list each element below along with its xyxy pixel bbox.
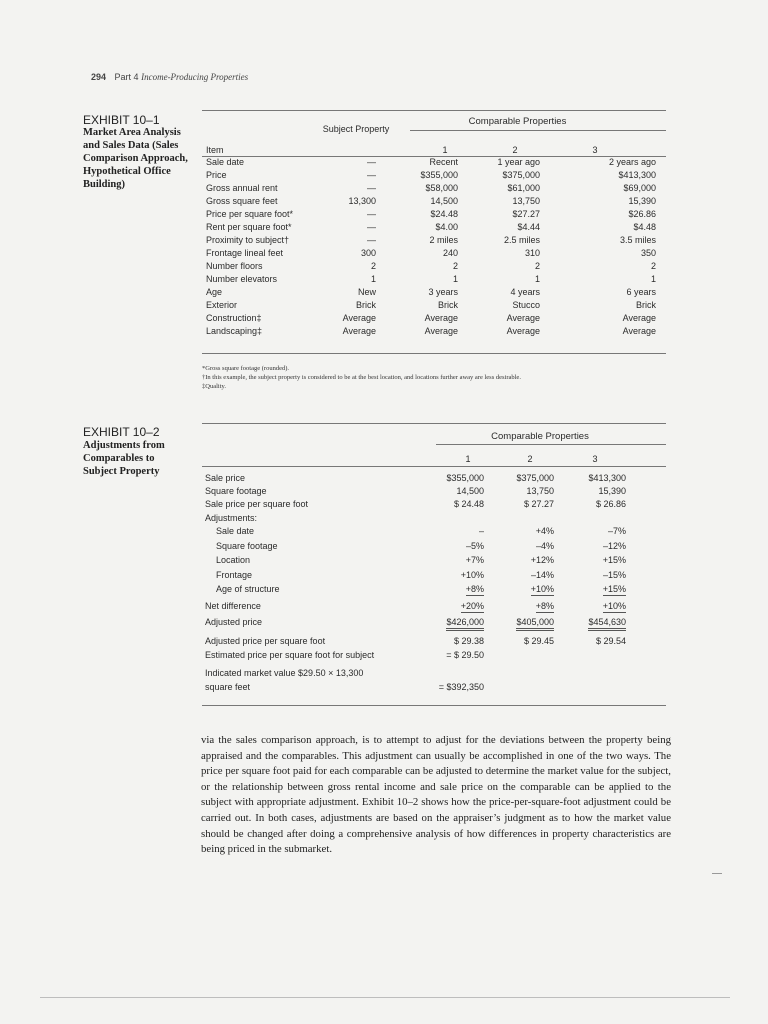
table-cell-item: Exterior bbox=[206, 300, 238, 310]
table-cell-value: $ 27.27 bbox=[523, 499, 554, 509]
table-cell-value: $375,000 bbox=[516, 473, 554, 483]
table-cell-c3 bbox=[556, 555, 626, 566]
table-cell-c1: Average bbox=[424, 313, 458, 323]
table-cell-item: Gross square feet bbox=[206, 196, 278, 206]
table-cell-c2 bbox=[490, 486, 554, 497]
table-cell-item: Price per square foot* bbox=[206, 209, 294, 219]
table-cell-c2 bbox=[490, 570, 554, 581]
table-cell-label: Frontage bbox=[216, 570, 253, 580]
exhibit1-number: EXHIBIT 10–1 bbox=[83, 113, 160, 127]
table-cell-value: +15% bbox=[602, 555, 626, 565]
table-cell-value: +8% bbox=[465, 584, 484, 594]
table-cell-c1 bbox=[420, 617, 484, 628]
table-cell-label: Sale date bbox=[216, 526, 255, 536]
table-cell-value: +20% bbox=[460, 601, 484, 611]
table-cell-c3 bbox=[556, 636, 626, 647]
table-cell-subject: 1 bbox=[370, 274, 376, 284]
exhibit1-footnote-1: *Gross square footage (rounded). bbox=[202, 365, 290, 372]
table-cell-value: +15% bbox=[602, 584, 626, 594]
table-cell-subject: New bbox=[357, 287, 376, 297]
table-cell-c2: 310 bbox=[524, 248, 540, 258]
table-cell-c2 bbox=[490, 499, 554, 510]
exhibit2-group-header: Comparable Properties bbox=[491, 431, 589, 442]
table-cell-subject: — bbox=[367, 183, 376, 193]
table-cell-c1: $58,000 bbox=[425, 183, 458, 193]
table-cell-value: +4% bbox=[535, 526, 554, 536]
table-cell-c2: 13,750 bbox=[512, 196, 540, 206]
table-cell-c3 bbox=[556, 601, 626, 612]
table-cell-value: –14% bbox=[530, 570, 554, 580]
table-cell-c2 bbox=[490, 636, 554, 647]
table-cell-c3: $69,000 bbox=[623, 183, 656, 193]
table-cell-label: Square footage bbox=[205, 486, 267, 496]
table-cell-c1 bbox=[420, 682, 484, 693]
table-cell-c2: 4 years bbox=[510, 287, 540, 297]
table-cell-item: Frontage lineal feet bbox=[206, 248, 284, 258]
table-cell-c2: 1 year ago bbox=[497, 157, 540, 167]
table-cell-item: Number elevators bbox=[206, 274, 278, 284]
table-cell-c3: 1 bbox=[650, 274, 656, 284]
table-cell-value: = $ 29.50 bbox=[446, 650, 484, 660]
table-cell-c2 bbox=[490, 473, 554, 484]
table-cell-c1 bbox=[420, 636, 484, 647]
table-cell-value: 13,750 bbox=[526, 486, 554, 496]
table-cell-value: $ 29.38 bbox=[453, 636, 484, 646]
table-cell-subject: 13,300 bbox=[348, 196, 376, 206]
table-cell-label: Sale price bbox=[205, 473, 246, 483]
table-cell-label: Sale price per square foot bbox=[205, 499, 309, 509]
table-cell-c3 bbox=[556, 499, 626, 510]
exhibit1-group-header: Comparable Properties bbox=[468, 116, 567, 127]
table-cell-subject: 300 bbox=[360, 248, 376, 258]
exhibit2-col-2: 2 bbox=[527, 454, 533, 464]
scan-edge-line bbox=[40, 997, 730, 998]
table-cell-c1: 2 miles bbox=[429, 235, 458, 245]
table-cell-subject: Brick bbox=[356, 300, 376, 310]
table-cell-c1 bbox=[420, 473, 484, 484]
table-cell-label: Adjustments: bbox=[205, 513, 258, 523]
table-cell-item: Gross annual rent bbox=[206, 183, 278, 193]
table-cell-value: –4% bbox=[535, 541, 554, 551]
table-cell-value: $ 24.48 bbox=[453, 499, 484, 509]
table-cell-c2: $61,000 bbox=[507, 183, 540, 193]
table-cell-value: $454,630 bbox=[588, 617, 626, 631]
table-cell-c3: 2 bbox=[650, 261, 656, 271]
table-cell-value: +7% bbox=[465, 555, 484, 565]
table-cell-c2 bbox=[490, 601, 554, 612]
exhibit1-col-item: Item bbox=[206, 145, 224, 155]
part-title: Income-Producing Properties bbox=[141, 72, 249, 82]
table-cell-subject: — bbox=[367, 235, 376, 245]
table-cell-c1: $4.00 bbox=[435, 222, 458, 232]
table-cell-subject: — bbox=[367, 157, 376, 167]
table-cell-item: Sale date bbox=[206, 157, 245, 167]
table-cell-c2: $4.44 bbox=[517, 222, 540, 232]
table-cell-label: Age of structure bbox=[216, 584, 280, 594]
exhibit2-header-rule bbox=[202, 466, 666, 467]
table-cell-c1 bbox=[420, 601, 484, 612]
table-cell-value: $355,000 bbox=[446, 473, 484, 483]
table-cell-value: +10% bbox=[460, 570, 484, 580]
table-cell-c1: $355,000 bbox=[420, 170, 458, 180]
table-cell-item: Age bbox=[206, 287, 223, 297]
table-cell-c2: 2.5 miles bbox=[503, 235, 540, 245]
table-cell-item: Landscaping‡ bbox=[206, 326, 263, 336]
table-cell-value: $405,000 bbox=[516, 617, 554, 631]
table-cell-label: Adjusted price bbox=[205, 617, 263, 627]
table-cell-c3: 2 years ago bbox=[608, 157, 656, 167]
table-cell-label: Indicated market value $29.50 × 13,300 bbox=[205, 668, 364, 678]
exhibit1-col-1: 1 bbox=[442, 145, 448, 155]
table-cell-c3 bbox=[556, 486, 626, 497]
exhibit1-footnote-2: †In this example, the subject property is considered to be at the best location, and locations further away are less desirable. bbox=[202, 374, 521, 381]
table-cell-value: 14,500 bbox=[456, 486, 484, 496]
table-cell-item: Proximity to subject† bbox=[206, 235, 290, 245]
table-cell-c2 bbox=[490, 617, 554, 628]
table-cell-c1: 1 bbox=[452, 274, 458, 284]
table-cell-c3 bbox=[556, 541, 626, 552]
table-cell-c1: 2 bbox=[452, 261, 458, 271]
page-number: 294 bbox=[91, 72, 107, 82]
table-cell-c2: Stucco bbox=[512, 300, 540, 310]
table-cell-value: 15,390 bbox=[598, 486, 626, 496]
table-cell-label: Estimated price per square foot for subject bbox=[205, 650, 375, 660]
table-cell-value: $ 29.45 bbox=[523, 636, 554, 646]
running-header bbox=[91, 72, 248, 82]
table-cell-subject: — bbox=[367, 170, 376, 180]
table-cell-value: –5% bbox=[465, 541, 484, 551]
table-cell-c2 bbox=[490, 584, 554, 595]
table-cell-c1: 240 bbox=[442, 248, 458, 258]
table-cell-label: Adjusted price per square foot bbox=[205, 636, 326, 646]
exhibit2-top-rule bbox=[202, 423, 666, 424]
exhibit1-col-3: 3 bbox=[592, 145, 598, 155]
part-label: Part 4 bbox=[114, 72, 139, 82]
table-cell-c2 bbox=[490, 541, 554, 552]
table-cell-c3: 15,390 bbox=[628, 196, 656, 206]
table-cell-value: +8% bbox=[535, 601, 554, 611]
table-cell-c1: $24.48 bbox=[430, 209, 458, 219]
table-cell-label: Net difference bbox=[205, 601, 261, 611]
table-cell-c2 bbox=[490, 555, 554, 566]
table-cell-subject: 2 bbox=[370, 261, 376, 271]
exhibit1-col-subject: Subject Property bbox=[322, 124, 390, 134]
table-cell-c3: Average bbox=[622, 326, 656, 336]
exhibit1-footnote-3: ‡Quality. bbox=[202, 383, 226, 390]
table-cell-c1 bbox=[420, 584, 484, 595]
table-cell-label: Location bbox=[216, 555, 251, 565]
table-cell-subject: — bbox=[367, 209, 376, 219]
table-cell-c1 bbox=[420, 555, 484, 566]
table-cell-value: $ 26.86 bbox=[595, 499, 626, 509]
table-cell-c3 bbox=[556, 617, 626, 628]
exhibit2-group-rule bbox=[436, 444, 666, 445]
table-cell-subject: Average bbox=[342, 326, 376, 336]
table-cell-c3: 3.5 miles bbox=[619, 235, 656, 245]
table-cell-value: –12% bbox=[602, 541, 626, 551]
table-cell-c3: $26.86 bbox=[628, 209, 656, 219]
table-cell-c2: $27.27 bbox=[512, 209, 540, 219]
table-cell-c1: Average bbox=[424, 326, 458, 336]
table-cell-c1 bbox=[420, 650, 484, 661]
exhibit1-top-rule bbox=[202, 110, 666, 111]
table-cell-value: – bbox=[478, 526, 484, 536]
exhibit1-bottom-rule bbox=[202, 353, 666, 354]
table-cell-label: square feet bbox=[205, 682, 251, 692]
table-cell-c3: Average bbox=[622, 313, 656, 323]
table-cell-c3 bbox=[556, 473, 626, 484]
table-cell-c2: $375,000 bbox=[502, 170, 540, 180]
table-cell-c1 bbox=[420, 570, 484, 581]
table-cell-c1: 14,500 bbox=[430, 196, 458, 206]
exhibit2-col-3: 3 bbox=[592, 454, 598, 464]
table-cell-c1: Brick bbox=[438, 300, 458, 310]
table-cell-value: = $392,350 bbox=[438, 682, 484, 692]
table-cell-value: $413,300 bbox=[588, 473, 626, 483]
exhibit1-group-rule bbox=[410, 130, 666, 131]
table-cell-c3 bbox=[556, 570, 626, 581]
table-cell-c3: Brick bbox=[636, 300, 656, 310]
table-cell-c3 bbox=[556, 584, 626, 595]
table-cell-value: $426,000 bbox=[446, 617, 484, 631]
table-cell-c1 bbox=[420, 499, 484, 510]
table-cell-c3: $413,300 bbox=[618, 170, 656, 180]
scan-mark bbox=[712, 873, 722, 874]
table-cell-c1 bbox=[420, 526, 484, 537]
exhibit2-col-1: 1 bbox=[465, 454, 471, 464]
table-cell-c2: 1 bbox=[534, 274, 540, 284]
table-cell-item: Number floors bbox=[206, 261, 263, 271]
exhibit2-title: Adjustments from Comparables to Subject Property bbox=[83, 440, 165, 477]
table-cell-item: Rent per square foot* bbox=[206, 222, 292, 232]
table-cell-value: +10% bbox=[530, 584, 554, 594]
table-cell-c3: 350 bbox=[640, 248, 656, 258]
table-cell-value: +12% bbox=[530, 555, 554, 565]
body-paragraph: via the sales comparison approach, is to attempt to adjust for the deviations between the property being appraised and the comparables. This adjustment can usually be accomplished in one of the two ways. The price per square foot paid for each comparable can be adjusted to determine the market value for the subject, or the relationship between gross rental income and sale price on the comparable can be applied to the subject with appropriate adjustment. Exhibit 10–2 shows how the price-per-square-foot adjustment could be carried out. In both cases, adjustments are based on the appraiser’s judgment as to how the market value should be changed after doing a comprehensive analysis of how differences in property characteristics are being priced in the submarket. bbox=[201, 734, 671, 856]
exhibit1-col-2: 2 bbox=[512, 145, 518, 155]
table-cell-c3 bbox=[556, 526, 626, 537]
table-cell-c2: 2 bbox=[534, 261, 540, 271]
table-cell-c3: $4.48 bbox=[633, 222, 656, 232]
table-cell-c1 bbox=[420, 486, 484, 497]
table-cell-c1 bbox=[420, 541, 484, 552]
table-cell-subject: — bbox=[367, 222, 376, 232]
table-cell-value: +10% bbox=[602, 601, 626, 611]
table-cell-c1: Recent bbox=[429, 157, 458, 167]
exhibit2-bottom-rule bbox=[202, 705, 666, 706]
table-cell-value: $ 29.54 bbox=[595, 636, 626, 646]
table-cell-c3: 6 years bbox=[626, 287, 656, 297]
table-cell-item: Price bbox=[206, 170, 227, 180]
exhibit1-title: Market Area Analysis and Sales Data (Sales Comparison Approach, Hypothetical Office Building) bbox=[83, 127, 188, 190]
table-cell-label: Square footage bbox=[216, 541, 278, 551]
table-cell-c2: Average bbox=[506, 326, 540, 336]
table-cell-value: –7% bbox=[607, 526, 626, 536]
table-cell-subject: Average bbox=[342, 313, 376, 323]
table-cell-item: Construction‡ bbox=[206, 313, 262, 323]
table-cell-value: –15% bbox=[602, 570, 626, 580]
table-cell-c2 bbox=[490, 526, 554, 537]
exhibit2-number: EXHIBIT 10–2 bbox=[83, 425, 160, 439]
table-cell-c1: 3 years bbox=[428, 287, 458, 297]
table-cell-c2: Average bbox=[506, 313, 540, 323]
